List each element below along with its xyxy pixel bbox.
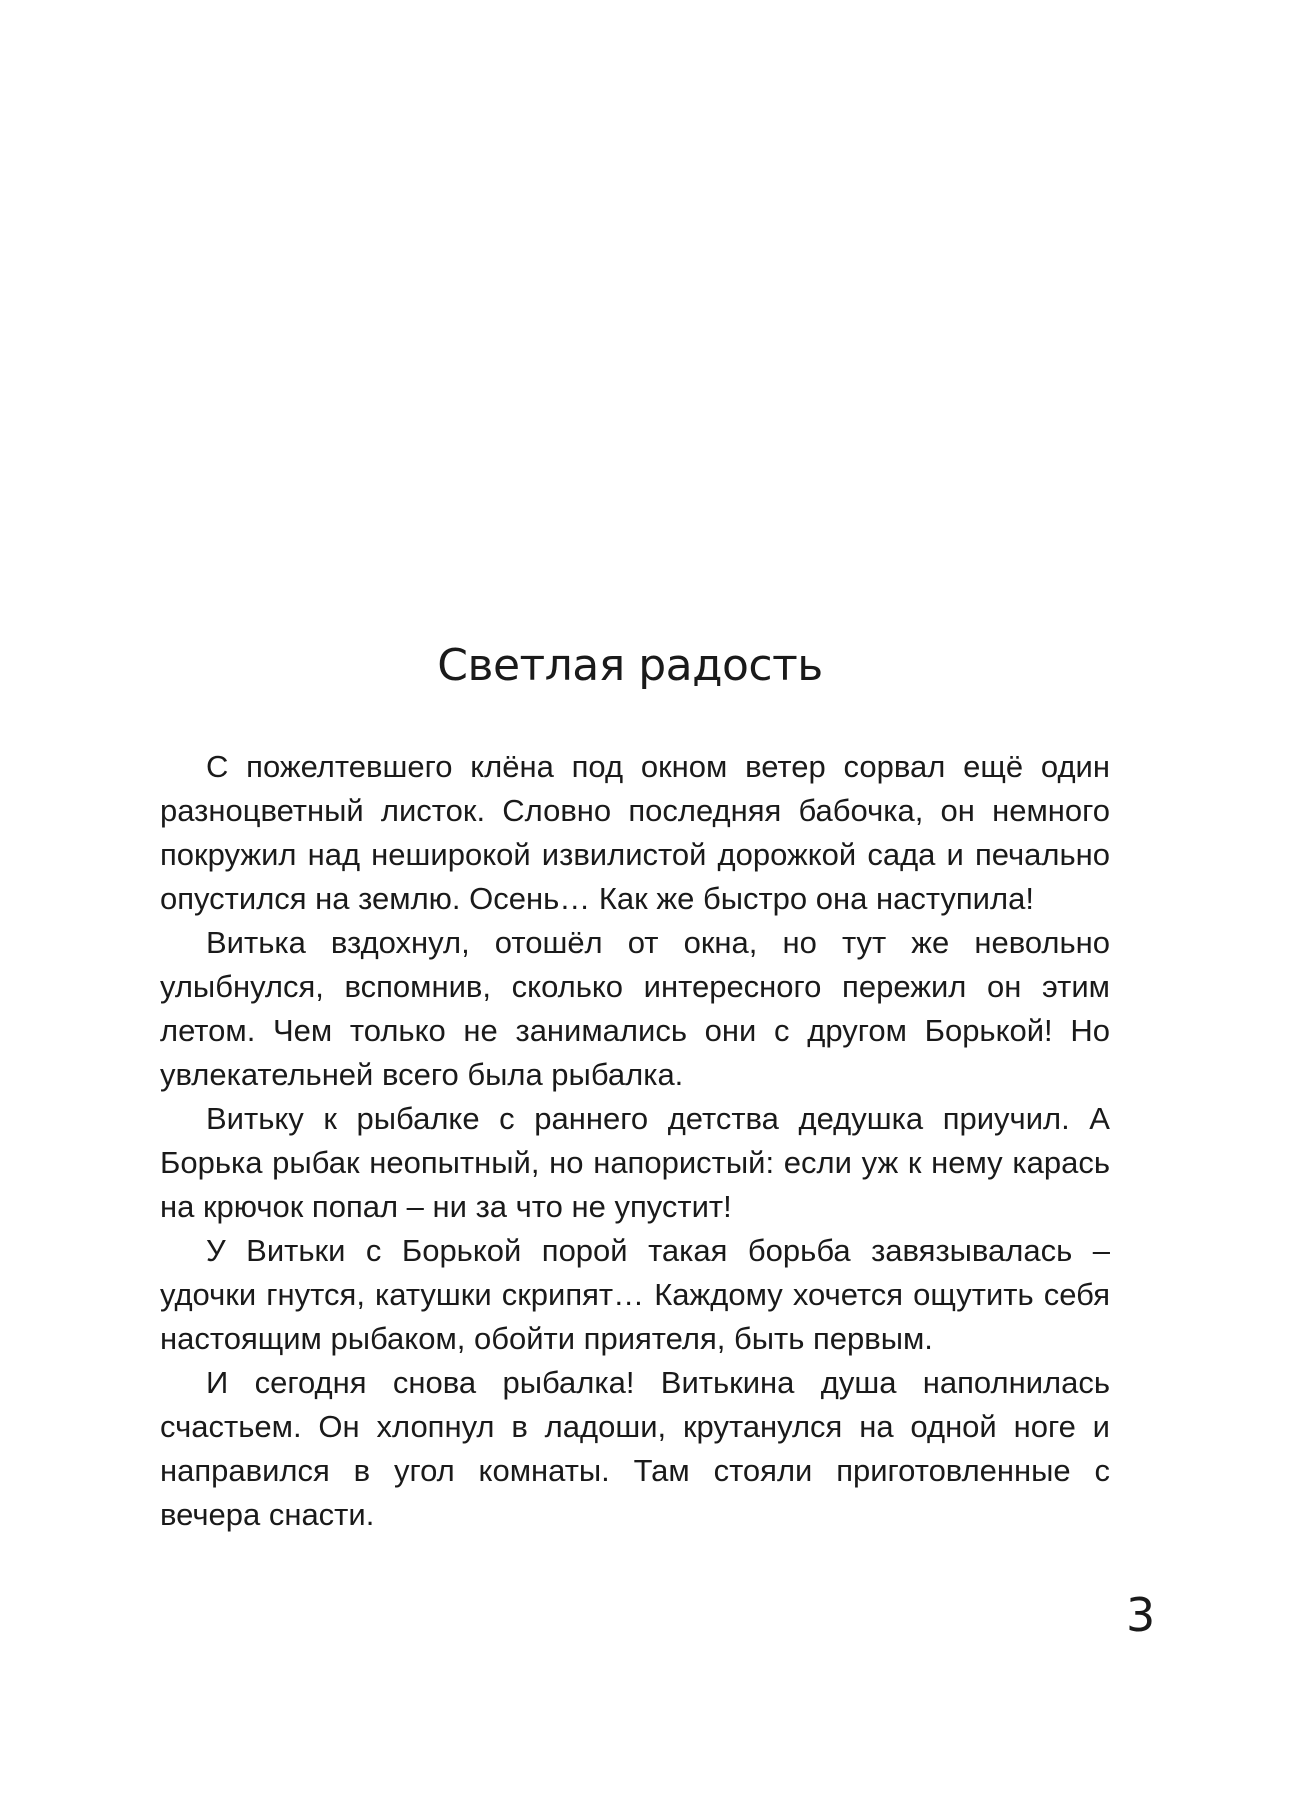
chapter-title: Светлая радость [437, 640, 823, 691]
paragraph: И сегодня снова рыбалка! Витькина душа наполнилась счастьем. Он хлопнул в ладоши, крутанулся на одной ноге и направился в угол комнаты. Там стояли приготовленные с вечера снасти. [160, 1365, 1110, 1532]
paragraph: Витька вздохнул, отошёл от окна, но тут же невольно улыбнулся, вспомнив, сколько интересного пережил он этим летом. Чем только не занимались они с другом Борькой! Но увлекательней всего была рыбалка. [160, 925, 1110, 1092]
page-number: 3 [1126, 1588, 1156, 1642]
paragraph: С пожелтевшего клёна под окном ветер сорвал ещё один разноцветный листок. Словно последняя бабочка, он немного покружил над неширокой извилистой дорожкой сада и печально опустился на землю. Осень… Как же быстро она наступила! [160, 749, 1110, 916]
paragraph: У Витьки с Борькой порой такая борьба завязывалась – удочки гнутся, катушки скрипят… Каждому хочется ощутить себя настоящим рыбаком, обойти приятеля, быть первым. [160, 1233, 1110, 1356]
chapter-body [160, 745, 1110, 1537]
paragraph: Витьку к рыбалке с раннего детства дедушка приучил. А Борька рыбак неопытный, но напористый: если уж к нему карась на крючок попал – ни за что не упустит! [160, 1101, 1110, 1224]
